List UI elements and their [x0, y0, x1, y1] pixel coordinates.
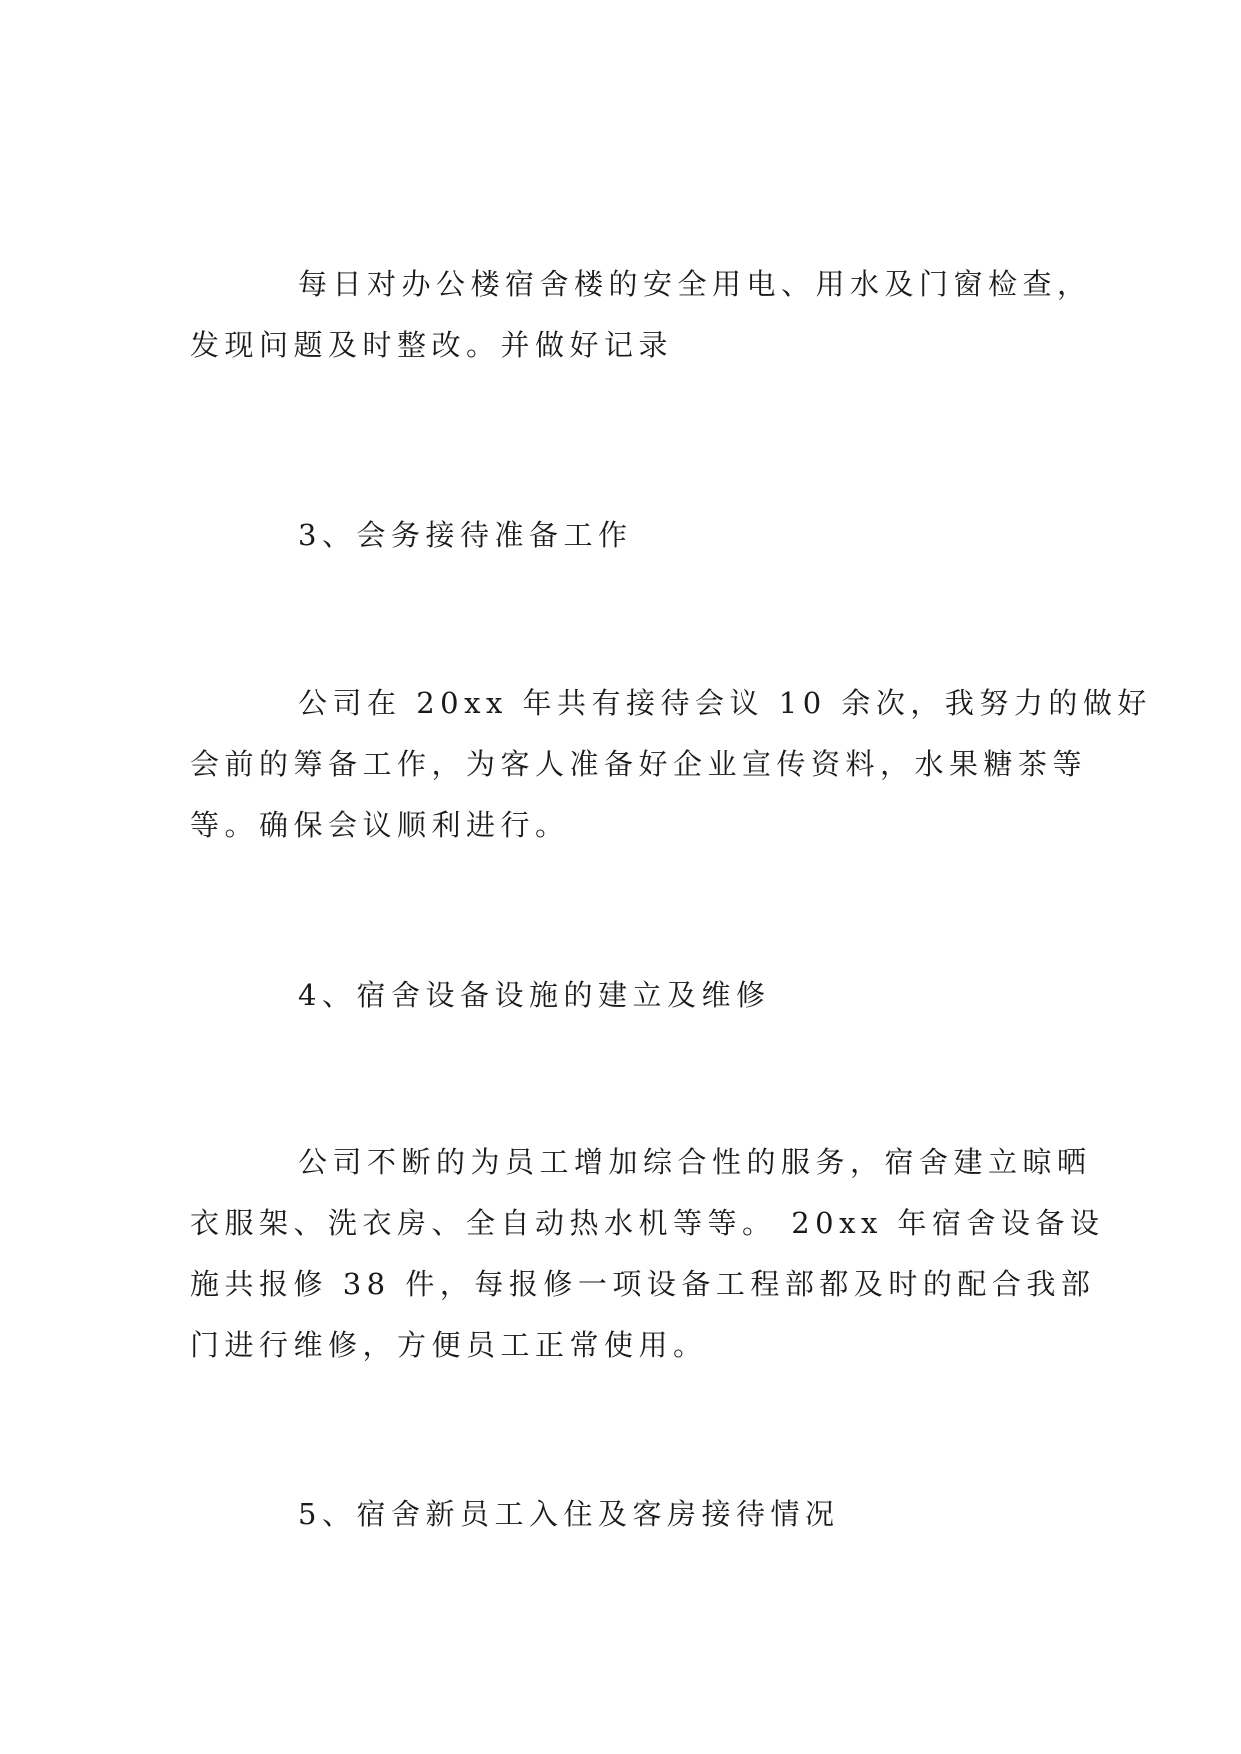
- section-heading-3: 3、会务接待准备工作: [298, 518, 633, 552]
- paragraph-safety-inspection: [190, 254, 1092, 376]
- section-heading-4: 4、宿舍设备设施的建立及维修: [298, 978, 771, 1012]
- paragraph-line: 等。确保会议顺利进行。: [190, 808, 570, 842]
- paragraph-line: 公司不断的为员工增加综合性的服务，宿舍建立晾晒: [298, 1145, 1092, 1179]
- paragraph-meeting-reception: [190, 673, 1152, 856]
- paragraph-line: 发现问题及时整改。并做好记录: [190, 328, 674, 362]
- paragraph-line: 公司在 20xx 年共有接待会议 10 余次，我努力的做好: [298, 686, 1152, 720]
- paragraph-line: 每日对办公楼宿舍楼的安全用电、用水及门窗检查，: [298, 267, 1092, 301]
- paragraph-line: 门进行维修，方便员工正常使用。: [190, 1328, 708, 1362]
- paragraph-line: 施共报修 38 件，每报修一项设备工程部都及时的配合我部: [190, 1267, 1096, 1301]
- paragraph-line: 会前的筹备工作，为客人准备好企业宣传资料，水果糖茶等: [190, 747, 1088, 781]
- section-heading-5: 5、宿舍新员工入住及客房接待情况: [298, 1497, 840, 1531]
- paragraph-line: 衣服架、洗衣房、全自动热水机等等。 20xx 年宿舍设备设: [190, 1206, 1105, 1240]
- paragraph-dorm-facilities: [190, 1132, 1105, 1376]
